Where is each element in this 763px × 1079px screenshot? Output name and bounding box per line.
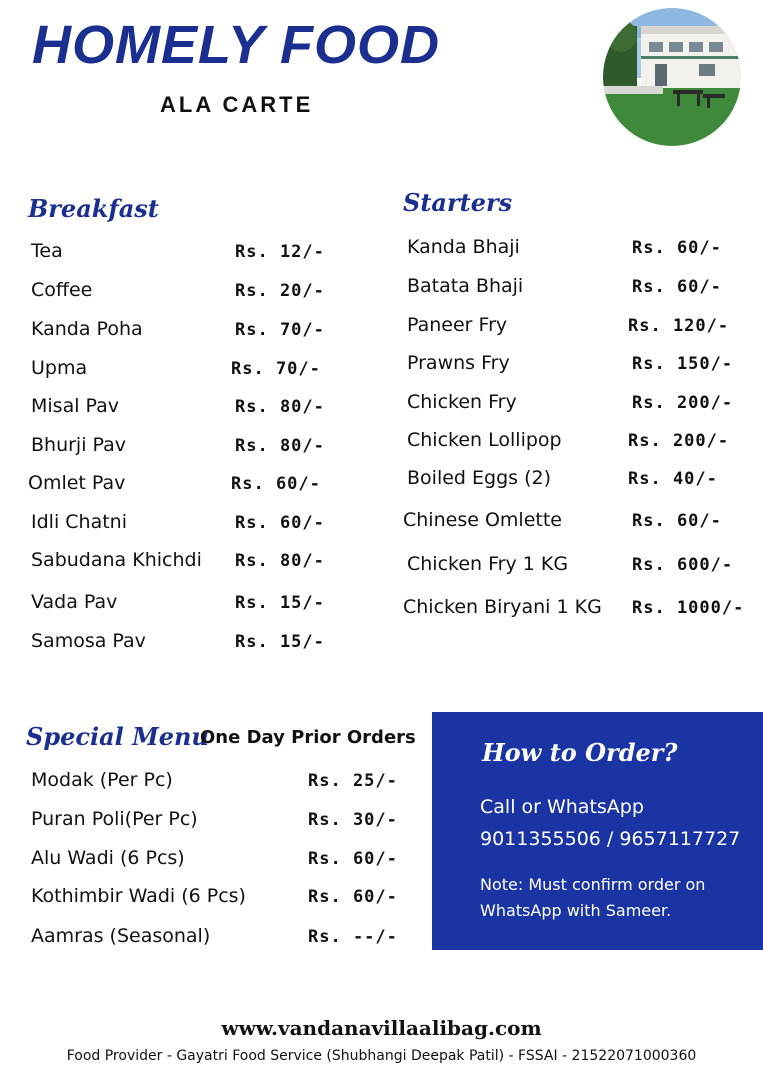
menu-item-price: Rs. 15/- <box>235 593 325 613</box>
menu-item-name: Modak (Per Pc) <box>31 769 173 791</box>
menu-item-price: Rs. 60/- <box>308 849 398 869</box>
menu-item-price: Rs. 60/- <box>632 238 722 258</box>
menu-item-name: Batata Bhaji <box>407 275 524 297</box>
menu-item-price: Rs. 1000/- <box>632 598 745 618</box>
menu-item-name: Prawns Fry <box>407 352 510 374</box>
menu-item-price: Rs. 200/- <box>628 431 730 451</box>
menu-item-name: Alu Wadi (6 Pcs) <box>31 847 185 869</box>
menu-item-price: Rs. 200/- <box>632 393 734 413</box>
food-provider-info: Food Provider - Gayatri Food Service (Shubhangi Deepak Patil) - FSSAI - 21522071000360 <box>66 1048 697 1064</box>
menu-item-name: Idli Chatni <box>31 511 127 533</box>
special-menu-note: One Day Prior Orders <box>200 727 416 748</box>
menu-item-price: Rs. 40/- <box>628 469 718 489</box>
menu-item-name: Omlet Pav <box>28 472 126 494</box>
menu-item-price: Rs. --/- <box>308 927 398 947</box>
menu-item-name: Puran Poli(Per Pc) <box>31 808 198 830</box>
menu-item-name: Kanda Poha <box>31 318 143 340</box>
menu-item-price: Rs. 80/- <box>235 436 325 456</box>
menu-item-price: Rs. 25/- <box>308 771 398 791</box>
breakfast-heading: Breakfast <box>28 194 159 223</box>
menu-item-name: Kanda Bhaji <box>407 236 520 258</box>
website-link[interactable]: www.vandanavillaalibag.com <box>221 1016 542 1040</box>
menu-item-name: Chinese Omlette <box>403 509 562 531</box>
menu-item-name: Coffee <box>31 279 93 301</box>
menu-item-name: Boiled Eggs (2) <box>407 467 551 489</box>
menu-item-name: Upma <box>31 357 88 379</box>
villa-photo <box>603 8 741 146</box>
menu-item-price: Rs. 60/- <box>235 513 325 533</box>
menu-item-name: Chicken Lollipop <box>407 429 562 451</box>
menu-item-price: Rs. 30/- <box>308 810 398 830</box>
menu-item-price: Rs. 60/- <box>632 277 722 297</box>
menu-item-name: Vada Pav <box>31 591 118 613</box>
menu-item-price: Rs. 20/- <box>235 281 325 301</box>
menu-item-name: Samosa Pav <box>31 630 146 652</box>
how-to-order-box <box>432 712 763 950</box>
menu-item-name: Chicken Biryani 1 KG <box>403 596 602 618</box>
menu-item-name: Misal Pav <box>31 395 120 417</box>
how-to-order-title: How to Order? <box>482 738 678 767</box>
menu-item-price: Rs. 15/- <box>235 632 325 652</box>
menu-item-name: Bhurji Pav <box>31 434 127 456</box>
menu-item-price: Rs. 60/- <box>231 474 321 494</box>
menu-item-price: Rs. 12/- <box>235 242 325 262</box>
menu-item-price: Rs. 60/- <box>308 887 398 907</box>
menu-item-price: Rs. 120/- <box>628 316 730 336</box>
special-menu-heading: Special Menu <box>26 722 209 751</box>
menu-item-price: Rs. 70/- <box>231 359 321 379</box>
menu-item-name: Kothimbir Wadi (6 Pcs) <box>31 885 246 907</box>
menu-item-price: Rs. 80/- <box>235 397 325 417</box>
villa-photo-illustration <box>603 8 741 146</box>
menu-item-price: Rs. 80/- <box>235 551 325 571</box>
menu-item-price: Rs. 600/- <box>632 555 734 575</box>
menu-item-price: Rs. 70/- <box>235 320 325 340</box>
menu-subtitle: ALA CARTE <box>160 92 314 117</box>
order-contact-method: Call or WhatsApp <box>480 796 644 818</box>
menu-item-price: Rs. 150/- <box>632 354 734 374</box>
menu-item-name: Chicken Fry <box>407 391 517 413</box>
menu-item-price: Rs. 60/- <box>632 511 722 531</box>
menu-item-name: Chicken Fry 1 KG <box>407 553 569 575</box>
menu-item-name: Paneer Fry <box>407 314 508 336</box>
order-phone-numbers[interactable]: 9011355506 / 9657117727 <box>480 828 741 850</box>
menu-title: HOMELY FOOD <box>32 15 441 75</box>
menu-item-name: Tea <box>31 240 63 262</box>
menu-item-name: Aamras (Seasonal) <box>31 925 211 947</box>
starters-heading: Starters <box>403 188 513 217</box>
menu-item-name: Sabudana Khichdi <box>31 549 202 571</box>
order-note: Note: Must confirm order on WhatsApp with Sameer. <box>480 875 706 920</box>
